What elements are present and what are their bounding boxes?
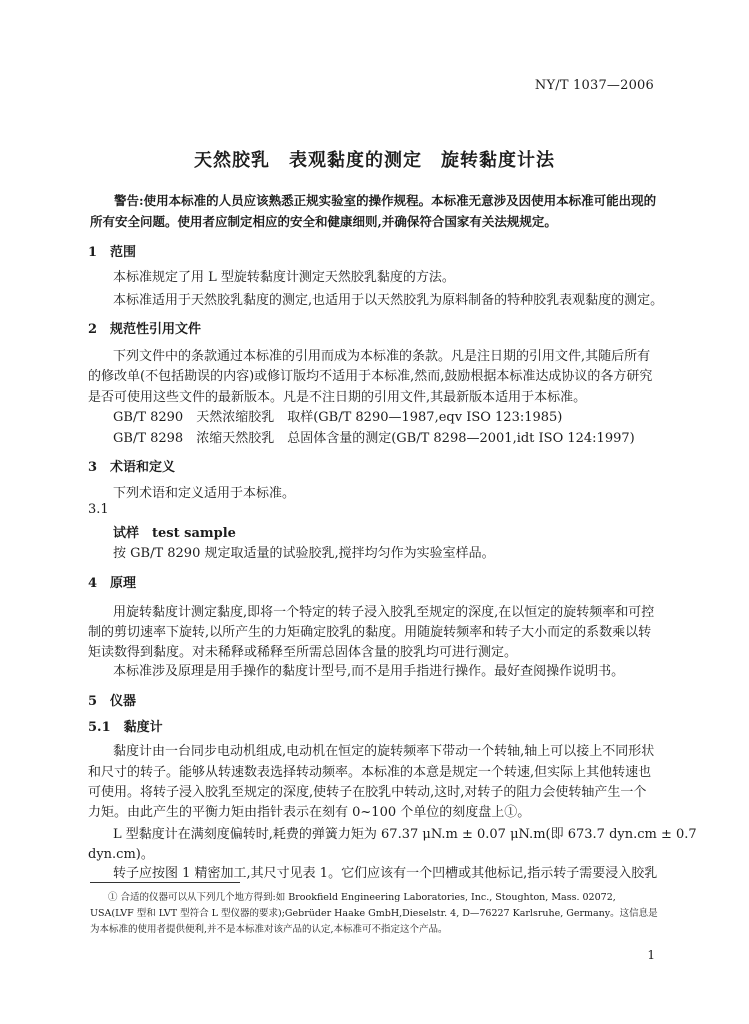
section-5-line: dyn.cm)。	[88, 847, 154, 862]
subsection-5-1-heading: 5.1 黏度计	[88, 720, 163, 735]
section-2-line: 的修改单(不包括勘误的内容)或修订版均不适用于本标准,然而,鼓励根据本标准达成协议的各方研究	[88, 369, 653, 384]
reference-gbt-8298: GB/T 8298 浓缩天然胶乳 总固体含量的测定(GB/T 8298—2001,idt ISO 124:1997)	[113, 431, 635, 446]
document-number: NY/T 1037—2006	[534, 78, 654, 93]
section-3-intro: 下列术语和定义适用于本标准。	[113, 486, 296, 501]
section-4-line: 本标准涉及原理是用手操作的黏度计型号,而不是用手指进行操作。最好查阅操作说明书。	[113, 664, 625, 679]
document-title: 天然胶乳 表观黏度的测定 旋转黏度计法	[194, 150, 555, 171]
page-number: 1	[647, 948, 655, 962]
term-definition: 按 GB/T 8290 规定取适量的试验胶乳,搅拌均匀作为实验室样品。	[113, 546, 495, 561]
section-2-line: 是否可使用这些文件的最新版本。凡是不注日期的引用文件,其最新版本适用于本标准。	[88, 390, 587, 405]
section-1-line: 本标准适用于天然胶乳黏度的测定,也适用于以天然胶乳为原料制备的特种胶乳表观黏度的测定。	[113, 293, 664, 308]
section-4-line: 矩读数得到黏度。对未稀释或稀释至所需总固体含量的胶乳均可进行测定。	[88, 645, 518, 660]
subsection-3-1-number: 3.1	[88, 502, 109, 517]
section-5-line: 和尺寸的转子。能够从转速数表选择转动频率。本标准的本意是规定一个转速,但实际上其他转速也	[88, 765, 652, 780]
term-test-sample: 试样 test sample	[113, 526, 236, 541]
section-5-heading: 5 仪器	[88, 694, 137, 709]
warning-paragraph: 警告:使用本标准的人员应该熟悉正规实验室的操作规程。本标准无意涉及因使用本标准可能出现的所有安全问题。使用者应制定相应的安全和健康细则,并确保符合国家有关法规规定。	[90, 193, 657, 229]
section-1-heading: 1 范围	[88, 245, 137, 260]
section-5-line: L 型黏度计在满刻度偏转时,耗费的弹簧力矩为 67.37 μN.m ± 0.07 μN.m(即 673.7 dyn.cm ± 0.7	[113, 827, 697, 842]
footnote: ① 合适的仪器可以从下列几个地方得到:如 Brookfield Engineering Laboratories, Inc., Stoughton, Mass. 02072, USA(LVF 型和 LVT 型符合 L 型仪器的要求);Gebrüder Haake GmbH,Dieselstr. 4, D—76227 Karlsruhe, Germany。这信息是为本标准的使用者提供便利,并不是本标准对该产品的认定,本标准可不指定这个产品。	[90, 892, 658, 935]
section-5-line: 可使用。将转子浸入胶乳至规定的深度,使转子在胶乳中转动,这时,对转子的阻力会使转轴产生一个	[88, 785, 647, 800]
section-5-line: 转子应按图 1 精密加工,其尺寸见表 1。它们应该有一个凹槽或其他标记,指示转子需要浸入胶乳	[113, 866, 658, 881]
reference-gbt-8290: GB/T 8290 天然浓缩胶乳 取样(GB/T 8290—1987,eqv ISO 123:1985)	[113, 410, 563, 425]
section-1-line: 本标准规定了用 L 型旋转黏度计测定天然胶乳黏度的方法。	[113, 270, 455, 285]
section-2-heading: 2 规范性引用文件	[88, 322, 202, 337]
section-4-heading: 4 原理	[88, 576, 137, 591]
section-5-line: 黏度计由一台同步电动机组成,电动机在恒定的旋转频率下带动一个转轴,轴上可以接上不同形状	[113, 744, 655, 759]
section-3-heading: 3 术语和定义	[88, 460, 176, 475]
section-4-line: 制的剪切速率下旋转,以所产生的力矩确定胶乳的黏度。用随旋转频率和转子大小而定的系数乘以转	[88, 625, 652, 640]
section-5-line: 力矩。由此产生的平衡力矩由指针表示在刻有 0~100 个单位的刻度盘上①。	[88, 805, 531, 820]
footnote-rule	[90, 882, 240, 883]
section-4-line: 用旋转黏度计测定黏度,即将一个特定的转子浸入胶乳至规定的深度,在以恒定的旋转频率和可控	[113, 605, 655, 620]
section-2-line: 下列文件中的条款通过本标准的引用而成为本标准的条款。凡是注日期的引用文件,其随后所有	[113, 349, 651, 364]
